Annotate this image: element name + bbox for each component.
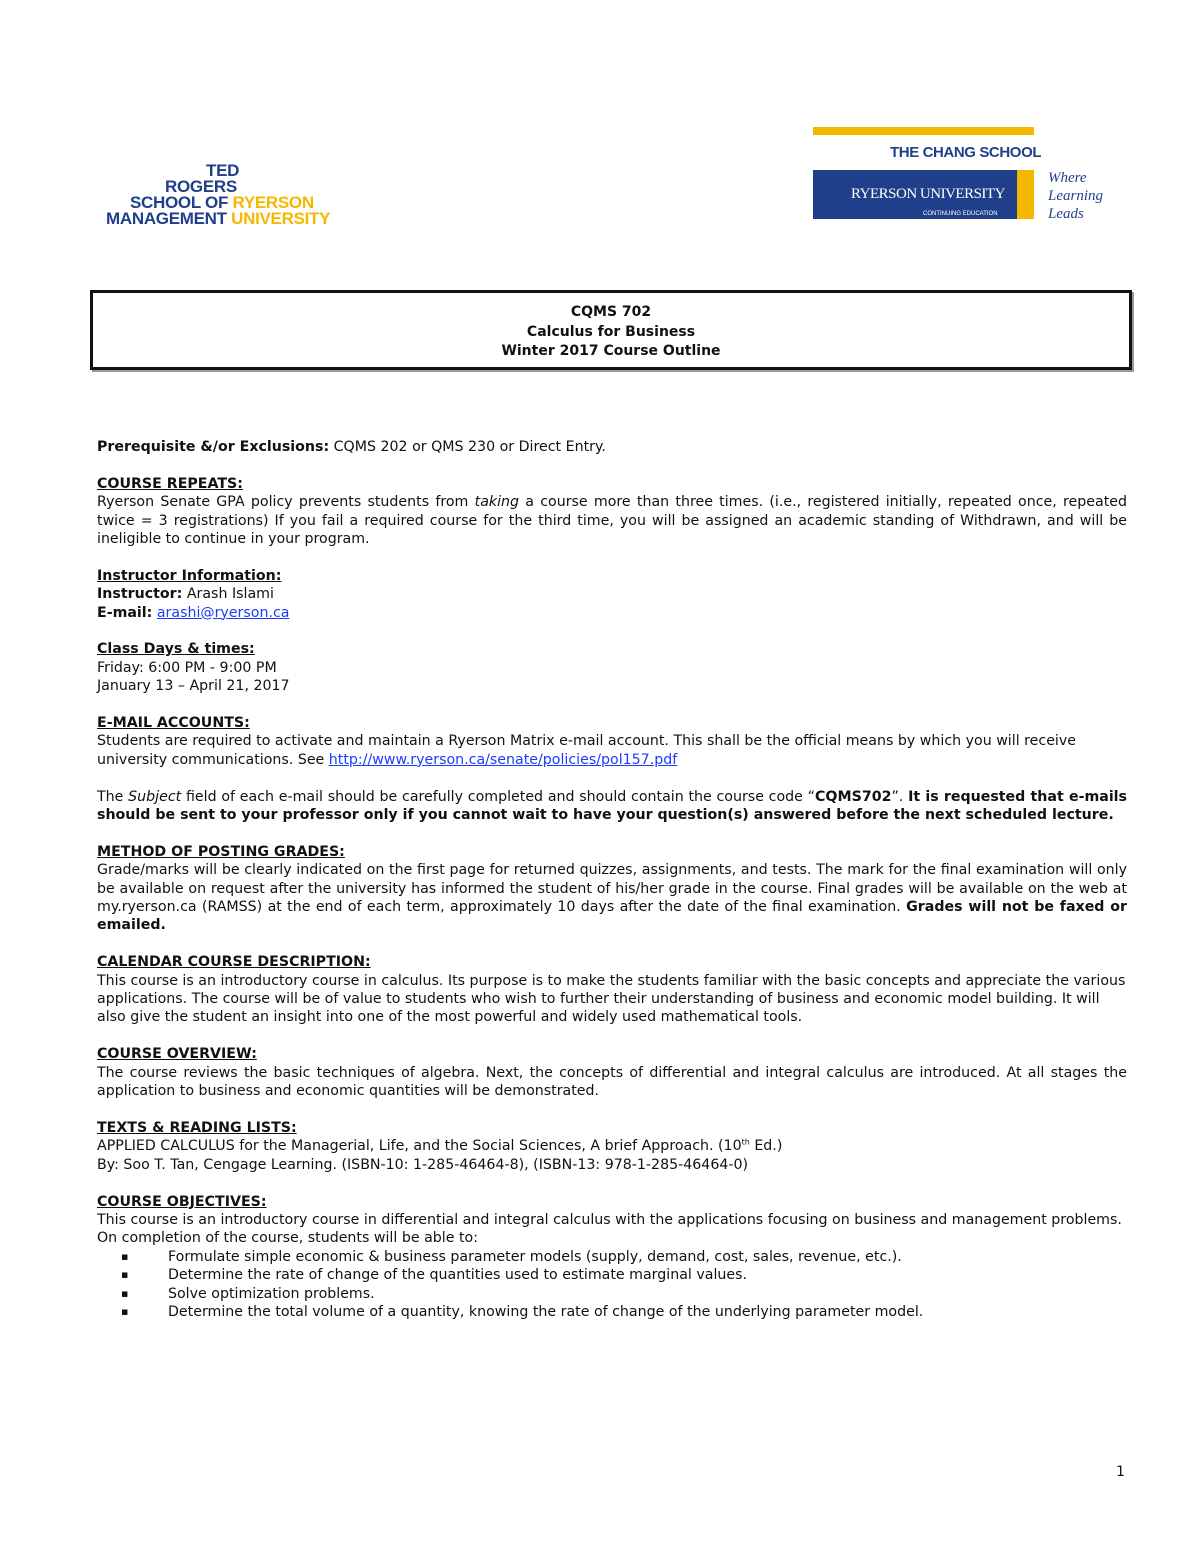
course-code: CQMS 702 [570, 304, 652, 320]
list-item: ▪ Formulate simple economic & business parameter models (supply, demand, cost, sales, revenue, etc.). [97, 1248, 1127, 1266]
email-accounts-text [97, 732, 1127, 769]
list-item: ▪ Determine the total volume of a quantity, knowing the rate of change of the underlying parameter model. [97, 1303, 1127, 1321]
class-dates: January 13 – April 21, 2017 [97, 678, 290, 695]
logo-ryerson: RYERSON [232, 193, 314, 212]
subject-course-code: CQMS702 [815, 788, 892, 805]
email-accounts-heading: E-MAIL ACCOUNTS: [97, 715, 250, 732]
instructor-label: Instructor: [97, 586, 183, 603]
texts-line-1-sup: th [741, 1137, 750, 1147]
logo-tagline [1048, 169, 1103, 223]
logo-tagline-1: Where [1048, 170, 1087, 186]
chang-school-logo [813, 127, 1113, 227]
texts-line-1-b: Ed.) [749, 1138, 783, 1155]
prerequisite-label: Prerequisite &/or Exclusions: [97, 439, 330, 455]
logo-ryerson-box [813, 170, 1017, 219]
subject-text-a: The [97, 788, 129, 805]
texts-line-2: By: Soo T. Tan, Cengage Learning. (ISBN-10: 1-285-46464-8), (ISBN-13: 978-1-285-46464-0) [97, 1156, 749, 1173]
objectives-list [97, 1248, 1127, 1322]
course-repeats-heading: COURSE REPEATS: [97, 475, 243, 492]
class-time: Friday: 6:00 PM - 9:00 PM [97, 659, 277, 676]
email-line [97, 604, 1127, 622]
repeats-text-b: a course more than three times. (i.e., registered initially, repeated once, repeated twice = 3 registrations) If you fail a required course for the third time, you will be assigned an academic standing of Withdrawn, and will be ineligible to continue in your program. [97, 494, 1127, 548]
course-repeats-text [97, 493, 1127, 548]
instructor-heading: Instructor Information: [97, 567, 282, 584]
grades-bold: Grades will not be faxed or emailed. [97, 899, 1127, 934]
logo-tagline-2: Learning [1048, 188, 1104, 204]
subject-text-italic: Subject [128, 788, 182, 805]
logo-management: MANAGEMENT [106, 209, 232, 228]
instructor-email-link[interactable]: arashi@ryerson.ca [156, 604, 290, 621]
list-item: ▪ Solve optimization problems. [97, 1285, 1127, 1303]
course-outline-body [97, 438, 1127, 1321]
prerequisite-value: CQMS 202 or QMS 230 or Direct Entry. [329, 439, 606, 455]
calendar-heading: CALENDAR COURSE DESCRIPTION: [97, 954, 371, 971]
logo-line-management [106, 211, 366, 227]
instructor-name: Arash Islami [182, 586, 274, 603]
logo-school-of: SCHOOL OF [130, 193, 233, 212]
logo-line-rogers: ROGERS [165, 177, 237, 196]
subject-text-b: field of each e-mail should be carefully completed and should contain the course code “ [181, 788, 816, 805]
calendar-text: This course is an introductory course in calculus. Its purpose is to make the students familiar with the basic concepts and appreciate the various applications. The course will be of value to students who wish to further their understanding of business and economic model building. It will also give the student an insight into one of the most powerful and widely used mathematical tools. [97, 972, 1126, 1026]
texts-line-1 [97, 1137, 1127, 1155]
logo-university: UNIVERSITY [231, 209, 331, 228]
repeats-text-italic: taking [474, 494, 520, 511]
grades-heading: METHOD OF POSTING GRADES: [97, 843, 345, 860]
prerequisite-line [97, 438, 1127, 456]
logo-ryerson-university-text: RYERSON UNIVERSITY [851, 186, 1005, 202]
list-item: ▪ Determine the rate of change of the quantities used to estimate marginal values. [97, 1266, 1127, 1284]
logo-gold-bar [813, 127, 1034, 135]
page-number: 1 [1116, 1464, 1125, 1480]
email-accounts-body: Students are required to activate and maintain a Ryerson Matrix e-mail account. This shall be the official means by which you will receive university communications. See [97, 733, 1076, 768]
overview-text: The course reviews the basic techniques of algebra. Next, the concepts of differential and integral calculus are introduced. At all stages the application to business and economic quantities will be demonstrated. [97, 1064, 1127, 1100]
email-label: E-mail: [97, 604, 153, 621]
grades-body: Grade/marks will be clearly indicated on the first page for returned quizzes, assignments, and tests. The mark for the final examination will only be available on request after the university has informed the student of his/her grade in the course. Final grades will be available on the web at my.ryerson.ca (RAMSS) at the end of each term, approximately 10 days after the date of the final examination. [97, 862, 1127, 916]
class-days-heading: Class Days & times: [97, 641, 255, 658]
course-term: Winter 2017 Course Outline [501, 343, 721, 359]
logo-continuing-education-text: CONTINUING EDUCATION [923, 211, 998, 217]
subject-text-bold: It is requested that e-mails should be sent to your professor only if you cannot wait to have your question(s) answered before the next scheduled lecture. [97, 788, 1127, 824]
instructor-line [97, 585, 1127, 603]
subject-text-c: ”. [891, 788, 909, 805]
objectives-heading: COURSE OBJECTIVES: [97, 1193, 267, 1210]
logo-gold-box [1017, 170, 1034, 219]
objectives-intro: This course is an introductory course in differential and integral calculus with the applications focusing on business and management problems. On completion of the course, students will be able to: [97, 1211, 1122, 1247]
senate-policy-link[interactable]: http://www.ryerson.ca/senate/policies/pol157.pdf [328, 751, 678, 768]
email-subject-text [97, 788, 1127, 825]
logo-tagline-3: Leads [1048, 206, 1084, 222]
ted-rogers-logo [106, 163, 366, 227]
course-name: Calculus for Business [526, 323, 696, 340]
logo-chang-school-text: THE CHANG SCHOOL [890, 144, 1042, 161]
texts-line-1-a: APPLIED CALCULUS for the Managerial, Life, and the Social Sciences, A brief Approach. (10 [97, 1138, 742, 1155]
logo-line-ted: TED [206, 161, 240, 180]
course-title-box [90, 290, 1132, 370]
overview-heading: COURSE OVERVIEW: [97, 1046, 257, 1063]
texts-heading: TEXTS & READING LISTS: [97, 1119, 297, 1136]
repeats-text-a: Ryerson Senate GPA policy prevents students from [97, 494, 475, 511]
grades-text [97, 861, 1127, 935]
